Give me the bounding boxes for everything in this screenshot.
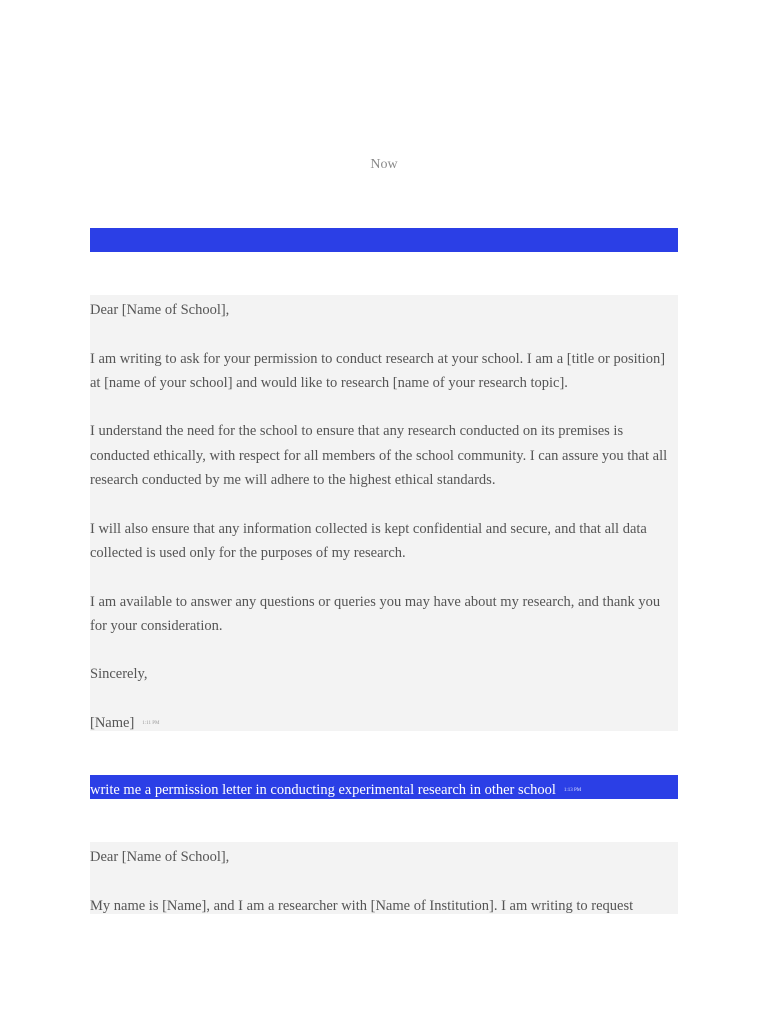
letter-greeting: Dear [Name of School], [90,302,230,318]
letter-signature-line [90,711,678,731]
letter-paragraph: I am writing to ask for your permission to conduct research at your school. I am a [title or position] at [name of your school] and would like to research [name of your research topic]. [90,350,666,391]
conversation-timestamp: Now [370,157,398,172]
assistant-message-bubble [90,295,678,731]
letter-paragraph: I understand the need for the school to ensure that any research conducted on its premises is conducted ethically, with respect for all members of the school community. I can assure you that all research conducted by me will adhere to the highest ethical standards. [90,423,668,489]
user-message-bubble [90,775,678,799]
letter-paragraph: I will also ensure that any information collected is kept confidential and secure, and that all data collected is used only for the purposes of my research. [90,520,647,561]
message-time: 1:13 PM [563,787,582,793]
letter-closing: Sincerely, [90,666,148,683]
assistant-message-bubble [90,842,678,914]
letter-greeting: Dear [Name of School], [90,849,230,865]
letter-paragraph: My name is [Name], and I am a researcher with [Name of Institution]. I am writing to request [90,897,634,914]
message-time: 1:11 PM [142,720,160,726]
letter-paragraph: I am available to answer any questions or queries you may have about my research, and thank you for your consideration. [90,593,661,634]
letter-signature: [Name] [90,715,135,731]
user-message-bubble [90,228,678,252]
user-message-text: write me a permission letter in conducting experimental research in other school [90,782,556,798]
